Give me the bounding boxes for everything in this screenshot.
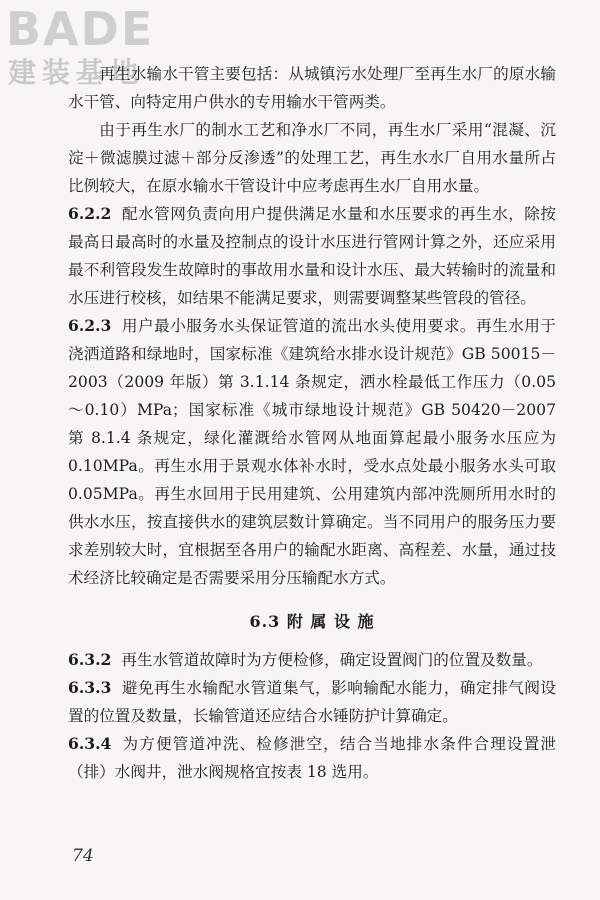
clause-text: 再生水管道故障时为方便检修，确定设置阀门的位置及数量。: [121, 651, 543, 669]
document-page: [68, 60, 556, 786]
clause-text: 为方便管道冲洗、检修泄空，结合当地排水条件合理设置泄（排）水阀井，泄水阀规格宜按表 18 选用。: [68, 735, 556, 781]
clause-text: 配水管网负责向用户提供满足水量和水压要求的再生水，除按最高日最高时的水量及控制点的设计水压进行管网计算之外，还应采用最不利管段发生故障时的事故用水量和设计水压、最大转输时的流量和水压进行校核，如结果不能满足要求，则需要调整某些管段的管径。: [68, 205, 556, 307]
clause-6-2-2: [68, 200, 556, 312]
clause-number: 6.2.3: [68, 316, 112, 335]
paragraph-process: 由于再生水厂的制水工艺和净水厂不同，再生水厂采用“混凝、沉淀＋微滤膜过滤＋部分反渗透”的处理工艺，再生水水厂自用水量所占比例较大，在原水输水干管设计中应考虑再生水厂自用水量。: [68, 121, 556, 195]
clause-number: 6.3.3: [68, 678, 112, 697]
page-number: 74: [72, 846, 94, 866]
clause-number: 6.3.2: [68, 650, 112, 669]
clause-text: 避免再生水输配水管道集气，影响输配水能力，确定排气阀设置的位置及数量，长输管道还应结合水锤防护计算确定。: [68, 679, 556, 725]
clause-number: 6.2.2: [68, 204, 112, 223]
clause-6-3-2: [68, 646, 556, 674]
clause-text: 用户最小服务水头保证管道的流出水头使用要求。再生水用于浇洒道路和绿地时，国家标准《建筑给水排水设计规范》GB 50015－2003（2009 年版）第 3.1.14 条规定，洒水栓最低工作压力（0.05～0.10）MPa；国家标准《城市绿地设计规范》GB 50420－2007 第 8.1.4 条规定，绿化灌溉给水管网从地面算起最小服务水压应为 0.10MPa。再生水用于景观水体补水时，受水点处最小服务水头可取 0.05MPa。再生水回用于民用建筑、公用建筑内部冲洗厕所用水时的供水水压，按直接供水的建筑层数计算确定。当不同用户的服务压力要求差别较大时，宜根据至各用户的输配水距离、高程差、水量，通过技术经济比较确定是否需要采用分压输配水方式。: [68, 317, 556, 587]
section-heading: 6.3 附 属 设 施: [249, 612, 375, 631]
clause-6-3-3: [68, 674, 556, 730]
clause-6-3-4: [68, 730, 556, 786]
watermark-subtitle: 建装基地: [8, 56, 145, 89]
clause-6-2-3: [68, 312, 556, 592]
clause-number: 6.3.4: [68, 734, 112, 753]
paragraph-intro: 再生水输水干管主要包括：从城镇污水处理厂至再生水厂的原水输水干管、向特定用户供水的专用输水干管两类。: [68, 65, 556, 111]
watermark-brand: BADE: [6, 2, 155, 56]
